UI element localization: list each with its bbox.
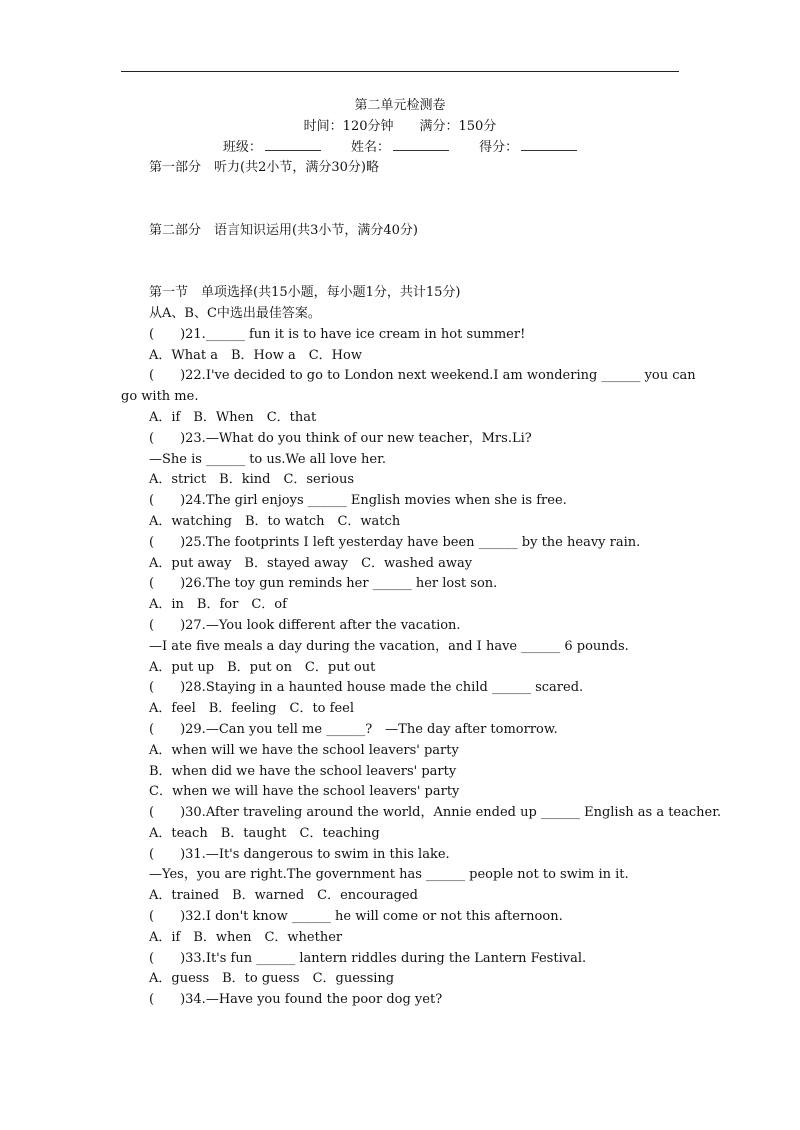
name-label: 姓名： <box>350 139 390 155</box>
instruction: 从A、B、C中选出最佳答案。 <box>149 305 321 321</box>
options-21: A．What a B．How a C．How <box>149 347 362 363</box>
option-29-a: A．when will we have the school leavers' party <box>149 742 459 758</box>
question-28: ( )28.Staying in a haunted house made the child ______ scared. <box>149 680 584 696</box>
question-32: ( )32.I don't know ______ he will come or not this afternoon. <box>149 909 563 925</box>
class-blank[interactable] <box>265 138 321 151</box>
question-22: ( )22.I've decided to go to London next weekend.I am wondering ______ you can <box>149 368 696 384</box>
question-27: ( )27.—You look different after the vacation. <box>149 617 461 633</box>
options-32: A．if B．when C．whether <box>149 929 343 945</box>
options-27: A．put up B．put on C．put out <box>149 659 376 675</box>
section1-heading: 第一节 单项选择(共15小题，每小题1分，共计15分) <box>149 285 461 301</box>
name-blank[interactable] <box>393 138 449 151</box>
question-30: ( )30.After traveling around the world，Annie ended up ______ English as a teacher. <box>149 805 722 821</box>
options-22: A．if B．When C．that <box>149 409 317 425</box>
question-23: ( )23.—What do you think of our new teacher，Mrs.Li? <box>149 430 532 446</box>
options-25: A．put away B．stayed away C．washed away <box>149 555 473 571</box>
class-label: 班级： <box>222 139 262 155</box>
question-24: ( )24.The girl enjoys ______ English movies when she is free. <box>149 493 567 509</box>
options-23: A．strict B．kind C．serious <box>149 472 354 488</box>
question-31-answer: —Yes，you are right.The government has ______ people not to swim in it. <box>149 867 629 883</box>
part2-heading: 第二部分 语言知识运用(共3小节，满分40分) <box>149 222 418 238</box>
options-31: A．trained B．warned C．encouraged <box>149 888 418 904</box>
question-26: ( )26.The toy gun reminds her ______ her lost son. <box>149 576 498 592</box>
option-29-b: B．when did we have the school leavers' party <box>149 763 457 779</box>
exam-title: 第二单元检测卷 <box>354 98 446 113</box>
question-25: ( )25.The footprints I left yesterday have been ______ by the heavy rain. <box>149 534 641 550</box>
time-score-line: 时间：120分钟 满分：150分 <box>303 118 497 134</box>
header-rule <box>121 71 679 72</box>
question-29: ( )29.—Can you tell me ______? —The day after tomorrow. <box>149 721 558 737</box>
options-30: A．teach B．taught C．teaching <box>149 825 380 841</box>
options-28: A．feel B．feeling C．to feel <box>149 701 354 717</box>
options-24: A．watching B．to watch C．watch <box>149 513 401 529</box>
question-27-answer: —I ate five meals a day during the vacation，and I have ______ 6 pounds. <box>149 638 629 654</box>
options-33: A．guess B．to guess C．guessing <box>149 971 395 987</box>
question-23-answer: —She is ______ to us.We all love her. <box>149 451 387 467</box>
score-blank[interactable] <box>521 138 577 151</box>
student-info-line <box>121 138 679 159</box>
question-34: ( )34.—Have you found the poor dog yet? <box>149 992 443 1008</box>
score-label: 得分： <box>479 139 519 155</box>
options-26: A．in B．for C．of <box>149 597 287 613</box>
question-21: ( )21.______ fun it is to have ice cream in hot summer! <box>149 326 526 342</box>
question-33: ( )33.It's fun ______ lantern riddles during the Lantern Festival. <box>149 950 587 966</box>
question-22-cont: go with me. <box>121 389 199 405</box>
option-29-c: C．when we will have the school leavers' party <box>149 784 460 800</box>
question-31: ( )31.—It's dangerous to swim in this lake. <box>149 846 450 862</box>
exam-page <box>121 96 722 1011</box>
part1-heading: 第一部分 听力(共2小节，满分30分)略 <box>149 160 379 176</box>
